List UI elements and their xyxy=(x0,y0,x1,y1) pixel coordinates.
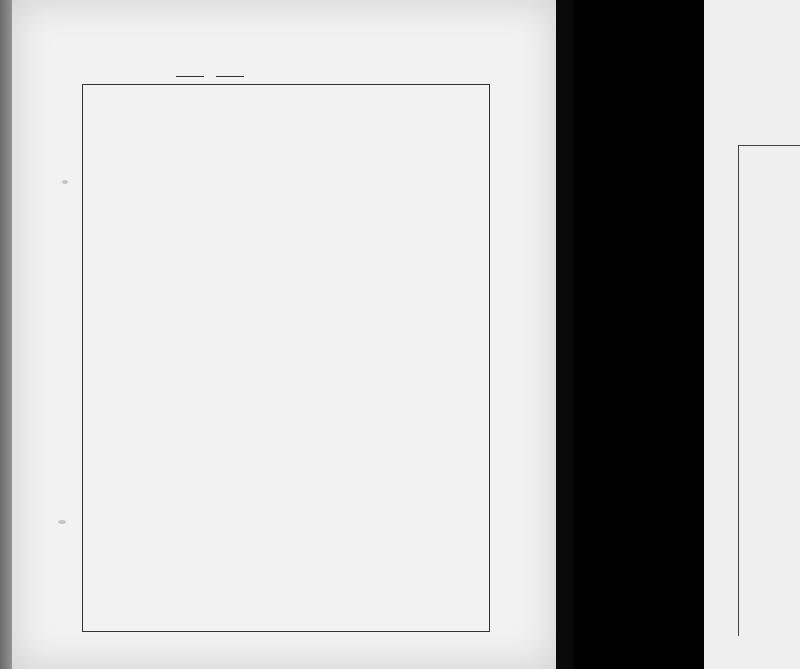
station-value xyxy=(176,76,204,77)
form-grid xyxy=(83,85,489,631)
station-date-line xyxy=(170,76,244,77)
observation-form xyxy=(82,84,490,632)
adjacent-page-form xyxy=(738,145,800,636)
scan-smudge xyxy=(62,180,68,184)
adjacent-page-grid xyxy=(739,146,800,636)
adjacent-page xyxy=(704,0,800,669)
scan-smudge xyxy=(58,520,66,524)
date-value xyxy=(216,76,244,77)
scan-edge-right xyxy=(556,0,574,669)
